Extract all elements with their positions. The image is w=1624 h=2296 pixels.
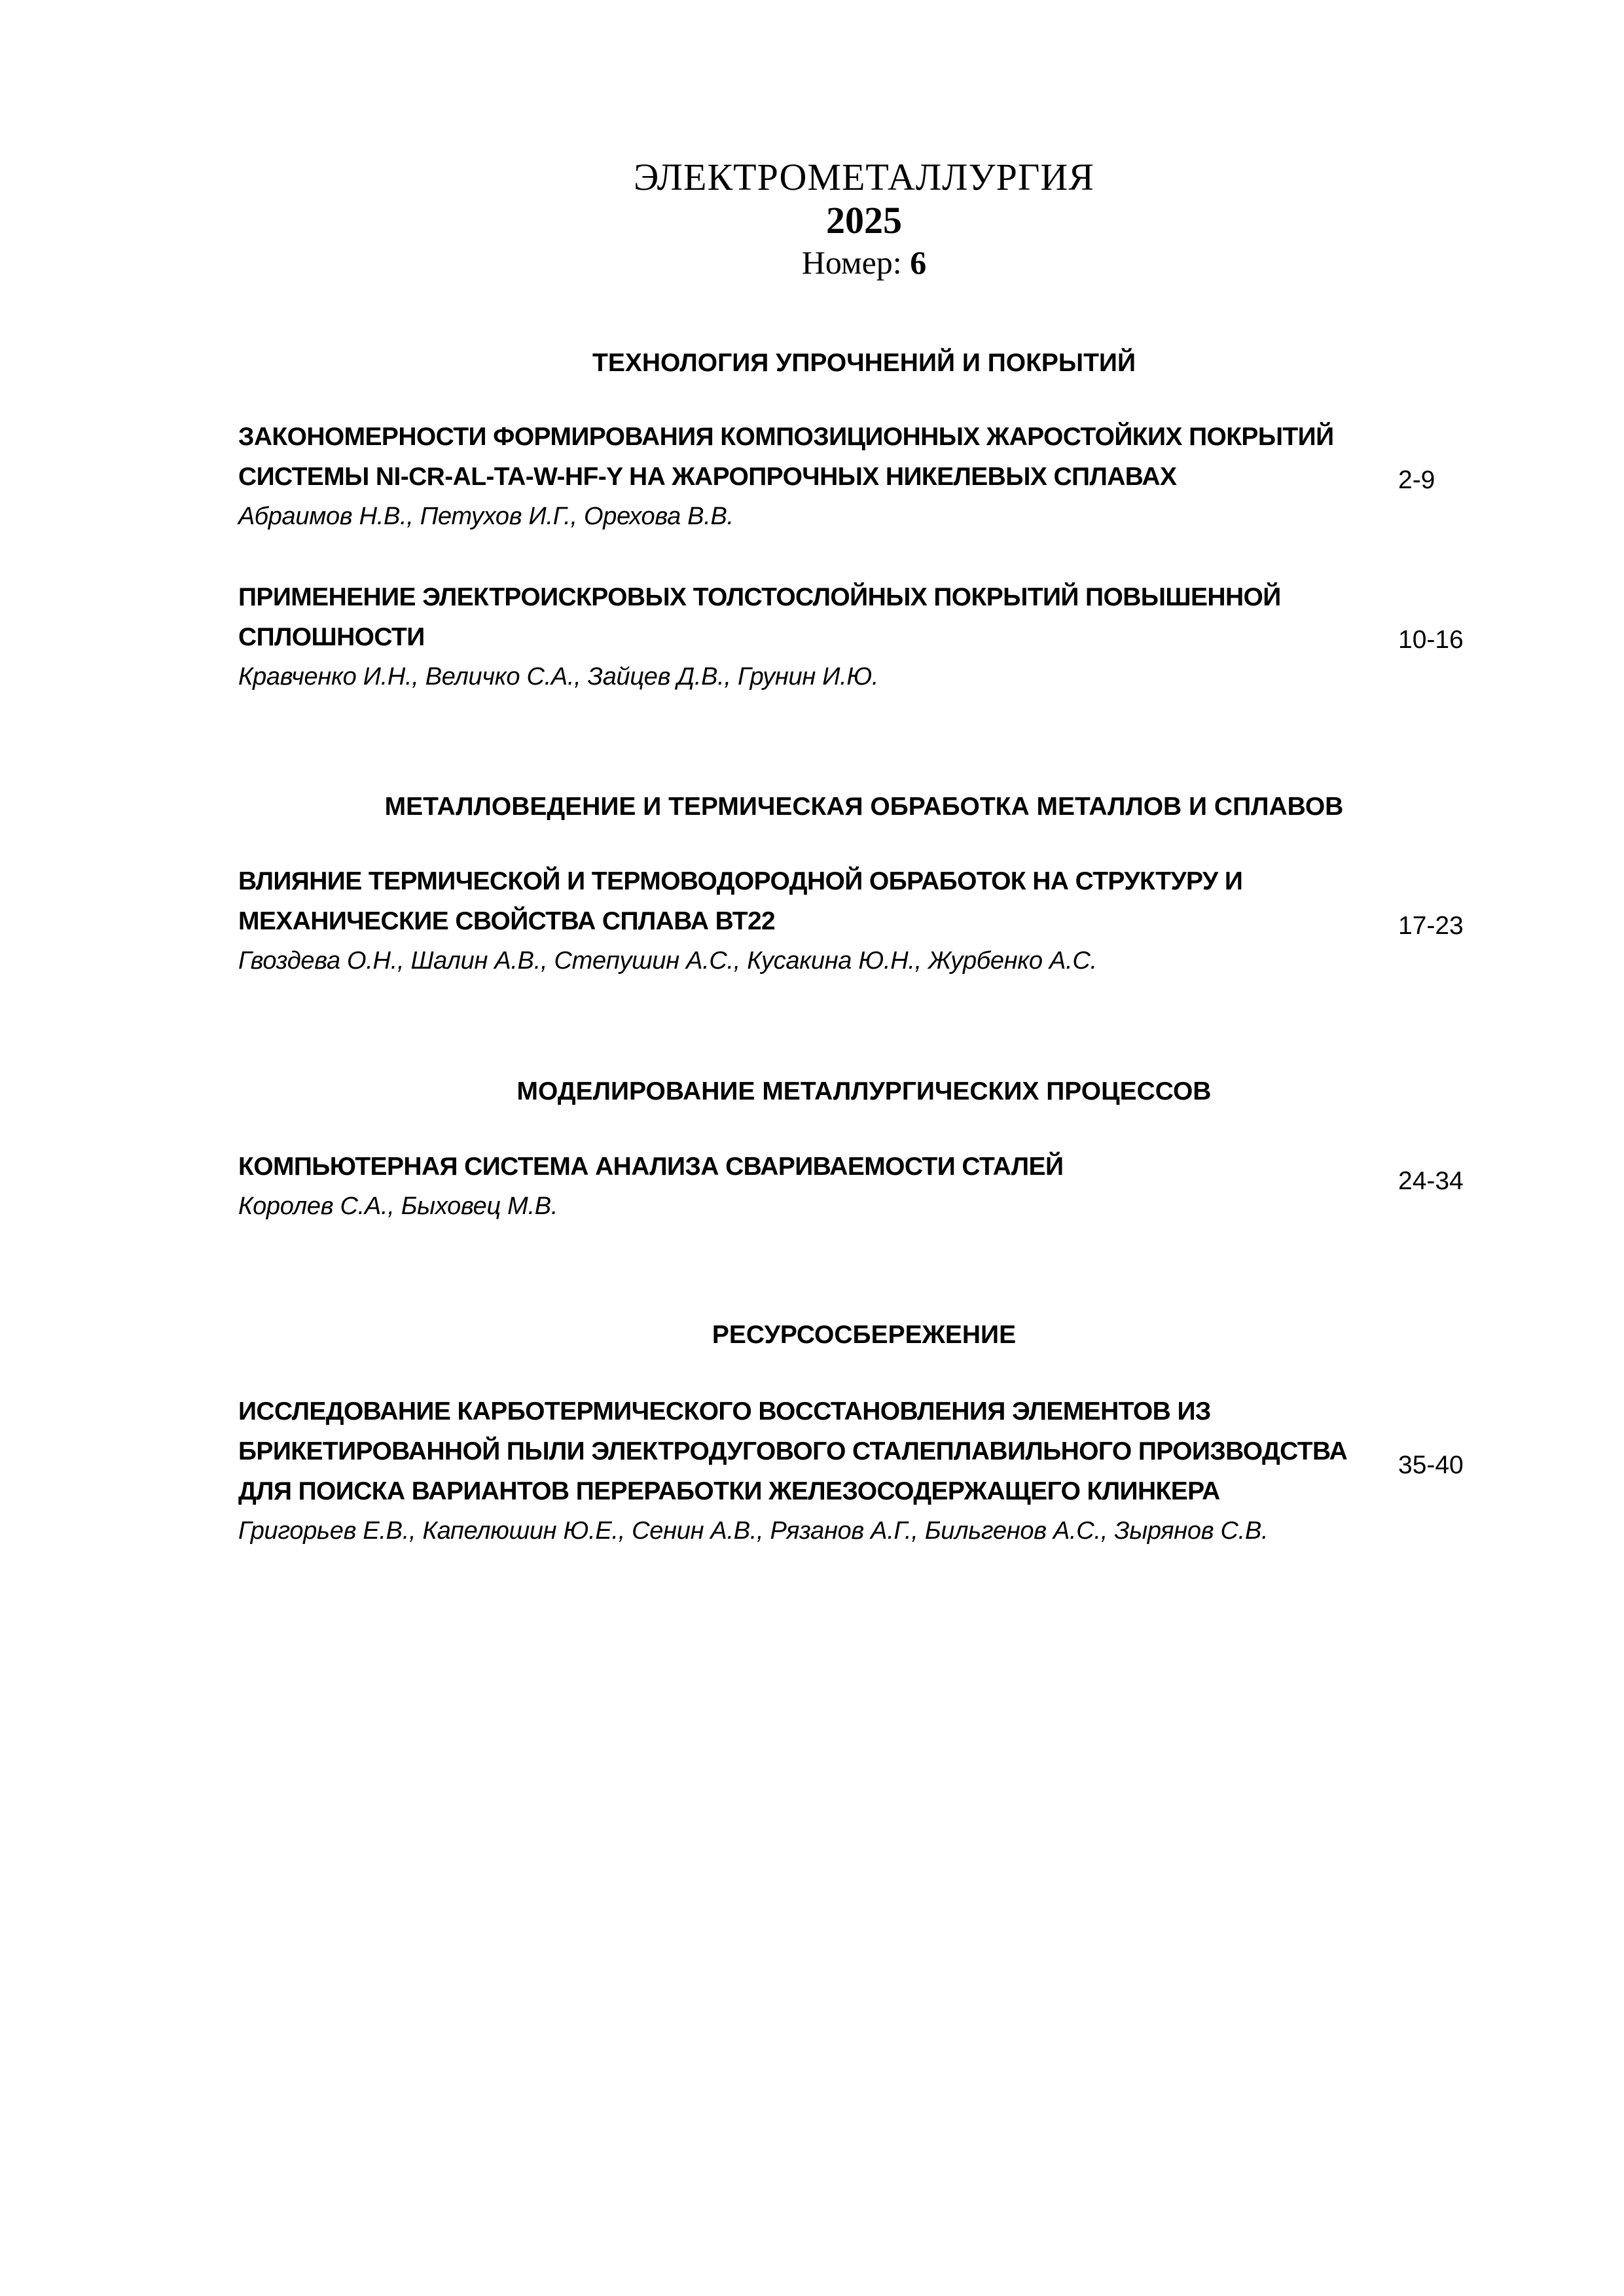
section-heading: РЕСУРСОСБЕРЕЖЕНИЕ (712, 1321, 1017, 1349)
article-pages: 24-34 (1398, 1167, 1464, 1195)
article-pages: 10-16 (1398, 626, 1464, 654)
article-pages: 17-23 (1398, 912, 1464, 940)
article-entry[interactable] (238, 1391, 1410, 1551)
article-title-line: МЕХАНИЧЕСКИЕ СВОЙСТВА СПЛАВА ВТ22 (238, 907, 776, 935)
article-authors: Абраимов Н.В., Петухов И.Г., Орехова В.В. (238, 503, 734, 530)
article-pages: 35-40 (1398, 1451, 1464, 1479)
section-heading: МОДЕЛИРОВАНИЕ МЕТАЛЛУРГИЧЕСКИХ ПРОЦЕССОВ (516, 1077, 1212, 1105)
issue-number: 6 (910, 244, 927, 281)
article-pages: 2-9 (1398, 466, 1435, 494)
article-entry[interactable] (238, 861, 1410, 981)
article-title-line: ДЛЯ ПОИСКА ВАРИАНТОВ ПЕРЕРАБОТКИ ЖЕЛЕЗОСОДЕРЖАЩЕГО КЛИНКЕРА (238, 1477, 1220, 1505)
article-title-line: СИСТЕМЫ NI-CR-AL-TA-W-HF-Y НА ЖАРОПРОЧНЫХ НИКЕЛЕВЫХ СПЛАВАХ (238, 463, 1177, 491)
article-title-line: ЗАКОНОМЕРНОСТИ ФОРМИРОВАНИЯ КОМПОЗИЦИОННЫХ ЖАРОСТОЙКИХ ПОКРЫТИЙ (238, 423, 1334, 451)
journal-issue (0, 242, 1624, 283)
article-entry[interactable] (238, 577, 1410, 697)
issue-label: Номер: (801, 244, 902, 281)
article-entry[interactable] (238, 417, 1410, 537)
section-heading: МЕТАЛЛОВЕДЕНИЕ И ТЕРМИЧЕСКАЯ ОБРАБОТКА МЕТАЛЛОВ И СПЛАВОВ (384, 793, 1344, 821)
article-title-line: ПРИМЕНЕНИЕ ЭЛЕКТРОИСКРОВЫХ ТОЛСТОСЛОЙНЫХ ПОКРЫТИЙ ПОВЫШЕННОЙ (238, 583, 1281, 611)
article-authors: Григорьев Е.В., Капелюшин Ю.Е., Сенин А.В., Рязанов А.Г., Бильгенов А.С., Зырянов С.В. (238, 1517, 1269, 1545)
article-title-line: БРИКЕТИРОВАННОЙ ПЫЛИ ЭЛЕКТРОДУГОВОГО СТАЛЕПЛАВИЛЬНОГО ПРОИЗВОДСТВА (238, 1437, 1348, 1465)
article-authors: Гвоздева О.Н., Шалин А.В., Степушин А.С., Кусакина Ю.Н., Журбенко А.С. (238, 947, 1097, 975)
article-title-line: СПЛОШНОСТИ (238, 623, 425, 651)
journal-masthead (0, 156, 1624, 283)
article-entry[interactable] (238, 1147, 1410, 1227)
article-authors: Королев С.А., Быховец М.В. (238, 1193, 558, 1220)
journal-year: 2025 (826, 199, 902, 242)
journal-title: ЭЛЕКТРОМЕТАЛЛУРГИЯ (634, 156, 1094, 198)
article-title-line: ИССЛЕДОВАНИЕ КАРБОТЕРМИЧЕСКОГО ВОССТАНОВЛЕНИЯ ЭЛЕМЕНТОВ ИЗ (238, 1397, 1211, 1426)
article-title-line: ВЛИЯНИЕ ТЕРМИЧЕСКОЙ И ТЕРМОВОДОРОДНОЙ ОБРАБОТОК НА СТРУКТУРУ И (238, 867, 1243, 895)
article-authors: Кравченко И.Н., Величко С.А., Зайцев Д.В., Грунин И.Ю. (238, 663, 879, 691)
article-title-line: КОМПЬЮТЕРНАЯ СИСТЕМА АНАЛИЗА СВАРИВАЕМОСТИ СТАЛЕЙ (238, 1153, 1064, 1181)
section-heading: ТЕХНОЛОГИЯ УПРОЧНЕНИЙ И ПОКРЫТИЙ (592, 349, 1136, 377)
